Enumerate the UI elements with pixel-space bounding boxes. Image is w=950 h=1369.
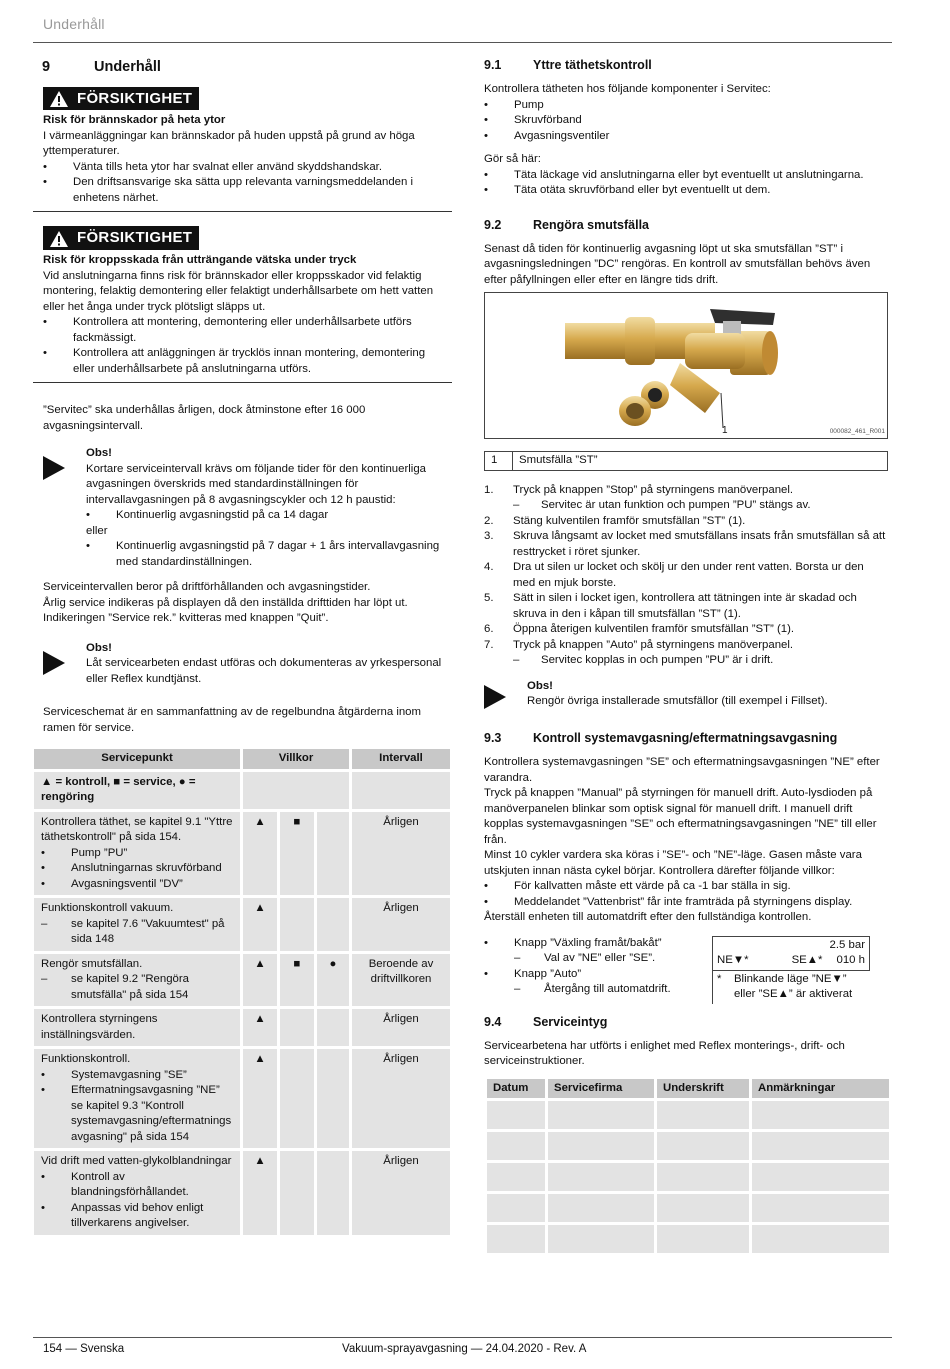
dirt-trap-illustration [485,293,888,439]
s91-text: Kontrollera tätheten hos följande komponenter i Servitec: [484,83,771,95]
interval-cell: Årligen [352,812,450,896]
warning-icon [49,90,69,108]
warning-text: I värmeanläggningar kan brännskador på huden uppstå på grund av höga yttemperaturer. [43,129,415,158]
condition-cell: ● [317,954,349,1007]
warning-icon [49,230,69,248]
warning-bullet: • Vänta tills heta ytor har svalnat eller använd skyddshandskar. [43,160,382,173]
condition-cell [317,812,349,896]
condition-cell: ▲ [243,898,277,951]
page-header: Underhåll [43,16,105,32]
step-item: 7. Tryck på knappen ”Auto” på styrningens manöverpanel. [484,638,794,651]
table-row: Rengör smutsfällan. – se kapitel 9.2 "Rengöra smutsfälla" på sida 154 ▲ ■ ● Beroende av driftvillkoren [34,954,450,1007]
s93-p2: Tryck på knappen ”Manual” på styrningen för manuell drift. Auto-lysdioden på manöverpanelen blinkar som optisk signal för manuell drift. I manuell drift kopplas systemavgasningen ”SE” och eftermatningsavgasningen ”NE” till eller från. [484,787,877,846]
table-row [487,1225,889,1253]
col-header: Villkor [243,749,349,769]
warning-badge: FÖRSIKTIGHET [43,226,199,249]
section-9-heading: 9 Underhåll [42,59,161,75]
s93-p1: Kontrollera systemavgasningen ”SE” och eftermatningsavgasningen ”NE” efter varandra. [484,756,880,784]
s94-text: Servicearbetena har utförts i enlighet med Reflex monterings-, drift- och serviceinstruktioner. [484,1039,845,1067]
interval-cell: Årligen [352,1151,450,1235]
step-item: 3. Skruva långsamt av locket med smutsfällans insats från smutsfällan så att resttrycket i röret sjunker. [484,530,886,558]
col-header: Servicepunkt [34,749,240,769]
figure-label: 1 [722,425,728,436]
condition-cell: ■ [280,812,314,896]
condition-cell: ▲ [243,812,277,896]
condition-cell [280,1151,314,1235]
service-schedule-table [31,746,453,1238]
note-block-1: Obs! Kortare serviceintervall krävs om följande tider för den kontinuerliga avgasningen överskrids med standardinställningen för intervallavgasningen på 8 avgasningscykler och 12 h paustid: • Kontinuerlig avgasningstid på ca 14 dagar eller • Kontinuerlig avgasningstid på 7 dagar + 1 års intervallavgasning med standardinställningen. [43,446,452,570]
header-rule [33,42,892,43]
list-item: • Avgasningsventiler [484,129,610,142]
condition-cell: ▲ [243,1049,277,1148]
interval-cell: Årligen [352,898,450,951]
interval-cell: Årligen [352,1009,450,1046]
section-9-1-heading: 9.1 Yttre täthetskontroll [484,58,652,72]
warning-bullet: • Den driftsansvarige ska sätta upp relevanta varningsmeddelanden i enhetens närhet. [43,176,414,204]
footer-page: 154 — Svenska [43,1343,125,1355]
display-keys-block: • Knapp ”Växling framåt/bakåt” – Val av ”NE” eller ”SE”. • Knapp ”Auto” – Återgång till automatdrift. 2.5 bar NE▼* SE▲* 010 h * Blinkande läge ”NE▼” eller ”SE▲” är aktiverat [484,936,888,1004]
condition-cell: ▲ [243,1009,277,1046]
service-certificate-table [484,1076,892,1257]
cleaning-steps [484,483,888,669]
right-column [484,57,888,1256]
condition-cell: ▲ [243,954,277,1007]
step-item: 2. Stäng kulventilen framför smutsfällan ”ST” (1). [484,514,746,527]
table-row: Kontrollera styrningens inställningsvärden. ▲ Årligen [34,1009,450,1046]
warning-text: Vid anslutningarna finns risk för brännskador eller kroppsskador vid felaktig montering, felaktig demontering eller felaktigt underhållsarbete om hett vatten eller het ånga under tryck plötsligt släpps ut. [43,269,434,313]
section-9-2-heading: 9.2 Rengöra smutsfälla [484,217,650,232]
warning-bullet: • Kontrollera att montering, demontering eller underhållsarbete utförs fackmässigt. [43,316,412,344]
table-row: Funktionskontroll. • Systemavgasning ”SE” • Eftermatningsavgasning ”NE” se kapitel 9.3 "Kontroll systemavgasning/eftermatnings avgasning" på sida 154 ▲ Årligen [34,1049,450,1148]
list-item: • Pump [484,98,544,111]
s92-text: Senast då tiden för kontinuerlig avgasning löpt ut ska smutsfällan ”ST” i avgasningsledningen ”DC” rengöras. En kontroll av smutsfällan behövs även efter påfyllningen eller efter en längre tids drift. [484,242,871,286]
figure-code: 000082_461_R001 [829,428,885,435]
legend-cell: ▲ = kontroll, ■ = service, ● = rengöring [34,772,240,809]
list-item: • Skruvförband [484,114,582,126]
section-9-4-heading: 9.4 Serviceintyg [484,1014,608,1029]
list-item: • Täta otäta skruvförband eller byt eventuellt ut dem. [484,184,771,196]
condition-cell [317,1009,349,1046]
warning-title: Risk för kroppsskada från utträngande vätska under tryck [43,254,357,267]
condition-cell [317,1151,349,1235]
step-item: 6. Öppna återigen kulventilen framför smutsfällan ”ST” (1). [484,623,795,635]
note-block-2: Obs! Låt servicearbeten endast utföras och dokumenteras av yrkespersonal eller Reflex kundtjänst. [43,641,452,688]
left-column [33,58,452,1238]
table-row [487,1163,889,1191]
step-item: 1. Tryck på knappen ”Stop” på styrningens manöverpanel. [484,483,794,496]
warning-block-1 [33,87,452,213]
dirt-trap-figure [484,292,888,439]
s91-how: Gör så här: [484,153,541,165]
table-row: Vid drift med vatten-glykolblandningar • Kontroll av blandningsförhållandet. • Anpassas vid behov enligt tillverkarens angivelser. ▲ Årligen [34,1151,450,1235]
controller-display: 2.5 bar NE▼* SE▲* 010 h * Blinkande läge ”NE▼” eller ”SE▲” är aktiverat [712,936,870,1004]
s93-p4: Återställ enheten till automatdrift efter den fullständiga kontrollen. [484,911,812,923]
col-header: Servicefirma [548,1079,654,1099]
section-9-3-heading: 9.3 Kontroll systemavgasning/eftermatningsavgasning [484,731,838,745]
table-row [487,1101,889,1129]
step-result: – Servitec kopplas in och pumpen ”PU” är i drift. [513,654,774,666]
table-row [487,1132,889,1160]
condition-cell [280,898,314,951]
warning-bullet: • Kontrollera att anläggningen är trycklös innan montering, demontering eller underhållsarbete på anslutningarna utförs. [43,347,426,375]
note-block-3: Obs! Rengör övriga installerade smutsfällor (till exempel i Fillset). [484,679,888,715]
interval-cell: Årligen [352,1049,450,1148]
schema-intro: Serviceschemat är en sammanfattning av de regelbundna åtgärderna inom ramen för service. [43,706,422,734]
step-item: 4. Dra ut silen ur locket och skölj ur den under rent vatten. Borsta ur den med en mjuk borste. [484,561,864,589]
interval-cell: Beroende av driftvillkoren [352,954,450,1007]
list-item: • Meddelandet ”Vattenbrist” får inte framträda på styrningens display. [484,895,853,908]
table-row [487,1194,889,1222]
condition-cell [317,1049,349,1148]
note-arrow-icon [43,456,65,480]
list-item: • Täta läckage vid anslutningarna eller byt eventuellt ut anslutningarna. [484,168,864,181]
s93-p3: Minst 10 cykler vardera ska köras i ”SE”- och ”NE”-läge. Gasen måste vara utskjuten innan nästa cykel börjar. Kontrollera därefter följande villkor: [484,849,862,877]
condition-cell [280,1009,314,1046]
list-item: • För kallvatten måste ett värde på ca -1 bar ställa in sig. [484,880,791,892]
table-row: Funktionskontroll vakuum. – se kapitel 7.6 "Vakuumtest" på sida 148 ▲ Årligen [34,898,450,951]
note-arrow-icon [484,685,506,709]
condition-cell: ▲ [243,1151,277,1235]
step-item: 5. Sätt in silen i locket igen, kontrollera att tätningen inte är skadad och skruva in den i kåpan till smutsfällan ”ST” (1). [484,592,857,620]
footer-rule [33,1337,892,1338]
warning-title: Risk för brännskador på heta ytor [43,114,226,127]
table-row: Kontrollera täthet, se kapitel 9.1 "Yttre täthetskontroll" på sida 154. • Pump ”PU” • Anslutningarnas skruvförband • Avgasningsventil ”DV” ▲ ■ Årligen [34,812,450,896]
note-arrow-icon [43,651,65,675]
footer-title: Vakuum-sprayavgasning — 24.04.2020 - Rev. A [342,1343,587,1355]
intro-text: ”Servitec” ska underhållas årligen, dock åtminstone efter 16 000 avgasningsintervall. [43,404,366,432]
service-paragraphs: Serviceintervallen beror på driftförhållanden och avgasningstider. Årlig service indikeras på displayen då den inställda drifttiden har löpt ut. Indikeringen ”Service rek.” kvitteras med knappen ”Quit”. [43,581,408,625]
figure-caption: 1 Smutsfälla ”ST” [484,451,888,471]
warning-badge: FÖRSIKTIGHET [43,87,199,110]
step-result: – Servitec är utan funktion och pumpen ”PU” stängs av. [513,499,811,511]
warning-block-2 [33,226,452,383]
condition-cell [280,1049,314,1148]
condition-cell: ■ [280,954,314,1007]
col-header: Intervall [352,749,450,769]
col-header: Underskrift [657,1079,749,1099]
col-header: Anmärkningar [752,1079,889,1099]
col-header: Datum [487,1079,545,1099]
condition-cell [317,898,349,951]
